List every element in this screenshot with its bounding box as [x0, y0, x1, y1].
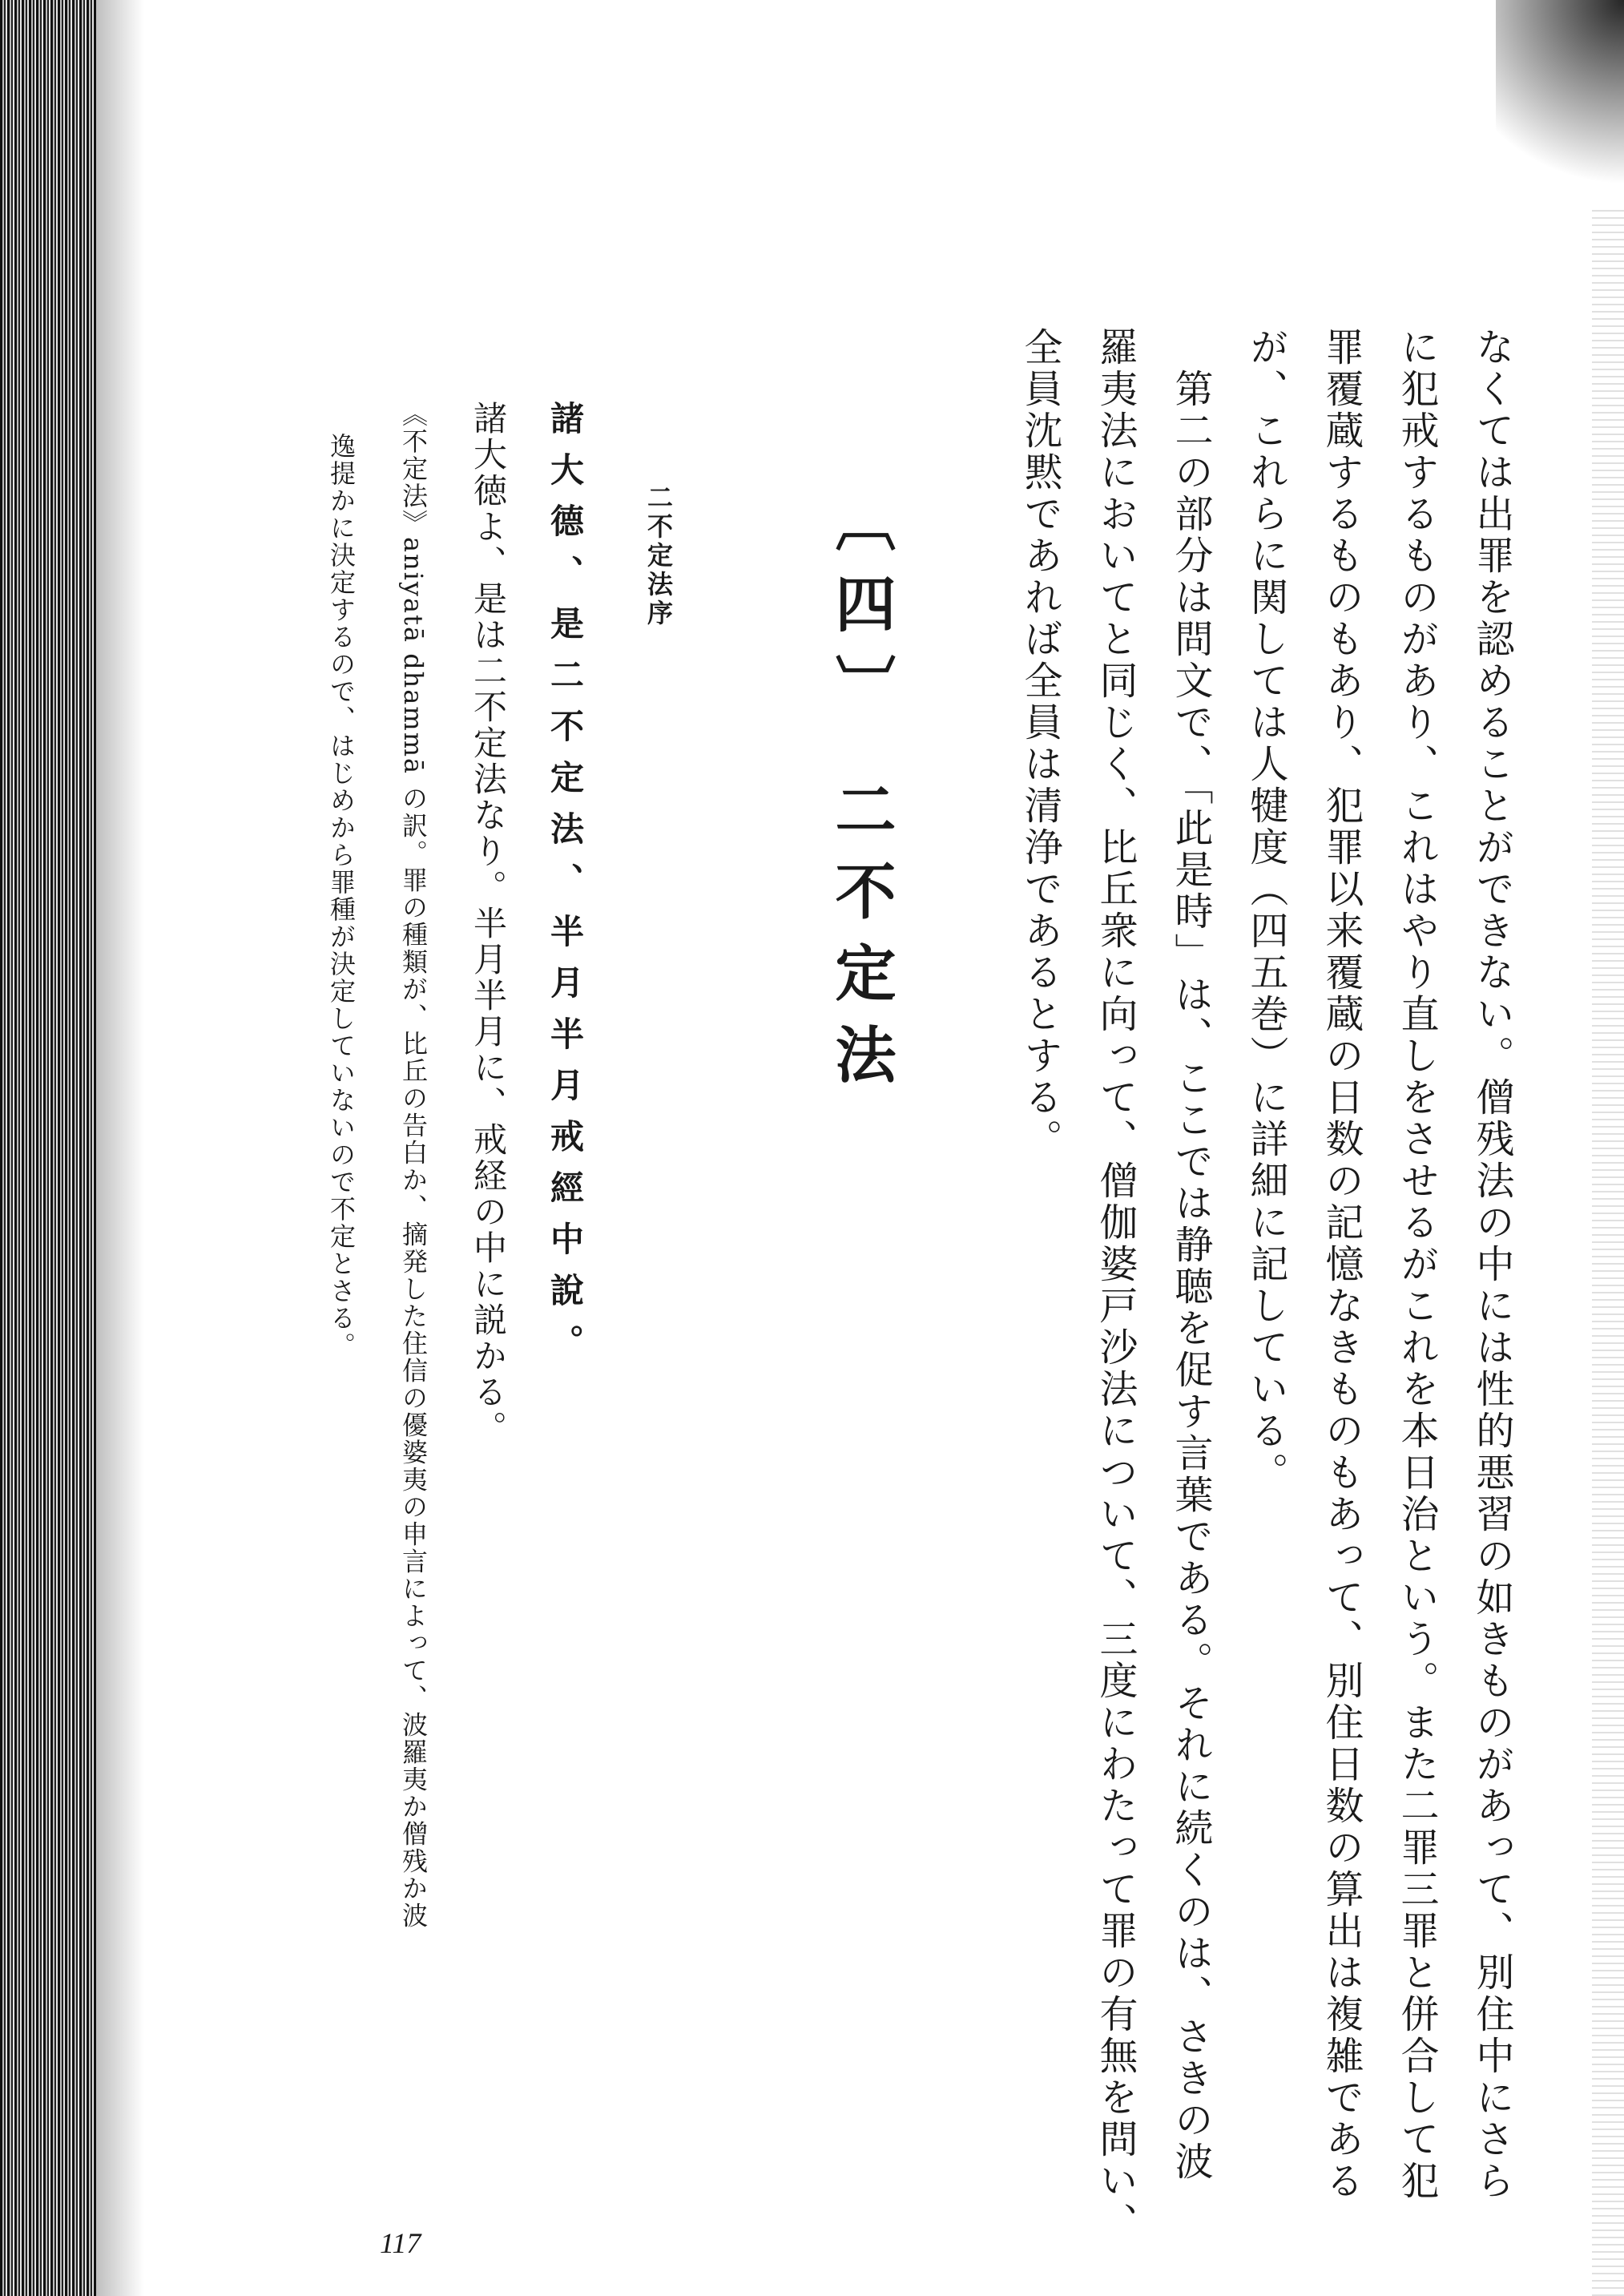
body-line-4: が、これらに関しては人犍度（四五巻）に詳細に記している。	[1243, 327, 1288, 1494]
scan-edge-noise	[1592, 208, 1624, 2296]
body-line-2: に犯戒するものがあり、これはやり直しをさせるがこれを本日治という。また二罪三罪と併合して犯	[1394, 327, 1439, 2202]
body-line-5: 第二の部分は問文で、「此是時」は、ここでは静聴を促す言葉である。それに続くのは、さきの波	[1168, 327, 1213, 2183]
page-number: 117	[380, 2227, 421, 2259]
page-gutter-shadow	[96, 0, 144, 2296]
body-line-7: 全員沈黙であれば全員は清浄であるとする。	[1018, 327, 1062, 1160]
body-line-1: なくては出罪を認めることができない。僧残法の中には性的悪習の如きものがあって、別住中にさら	[1469, 327, 1514, 2202]
note-line-1: 《不定法》aniyatā dhammā の訳。罪の種類が、比丘の告白か、摘発した住信の優婆夷の申言によって、波羅夷か僧残か波	[398, 401, 429, 1930]
translation-line: 諸大徳よ、是は二不定法なり。半月半月に、戒経の中に説かる。	[469, 401, 508, 1447]
note-line-2: 逸提かに決定するので、はじめから罪種が決定していないので不定とさる。	[326, 433, 357, 1359]
body-line-6: 羅夷法においてと同じく、比丘衆に向って、僧伽婆戸沙法について、三度にわたって罪の有無を問い、	[1093, 327, 1138, 2244]
section-subheading: 二不定法序	[643, 484, 674, 628]
scan-corner-shadow	[1496, 0, 1624, 208]
book-page-edge	[0, 0, 96, 2296]
body-line-3: 罪覆蔵するものもあり、犯罪以来覆蔵の日数の記憶なきものもあって、別住日数の算出は複雑である	[1319, 327, 1364, 2202]
section-heading: 〔四〕 二不定法	[825, 490, 897, 1105]
sutra-line: 諸大德、是二不定法、半月半月戒經中說。	[546, 401, 585, 1375]
